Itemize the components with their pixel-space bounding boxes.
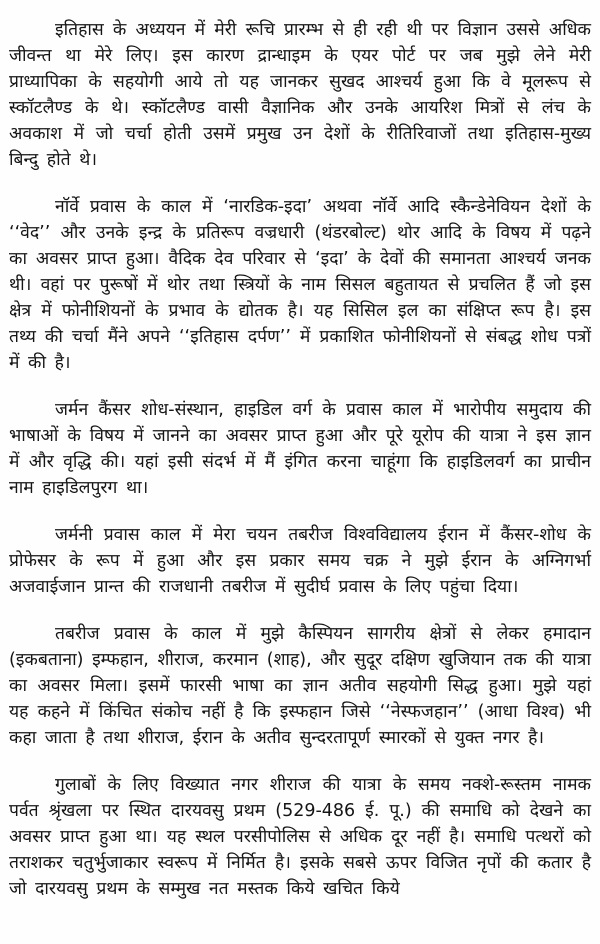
paragraph-4: जर्मनी प्रवास काल में मेरा चयन तबरीज विश्वविद्यालय ईरान में कैंसर-शोध के प्रोफेसर के रूप में हुआ और इस प्रकार समय चक्र ने मुझे ईरान के अग्निगर्भा अजवाईजान प्रान्त की राजधानी तबरीज में सुदीर्घ प्रवास के लिए पहुंचा दिया। [9, 525, 591, 597]
paragraph-3: जर्मन कैंसर शोध-संस्थान, हाइडिल वर्ग के प्रवास काल में भारोपीय समुदाय की भाषाओं के विषय में जानने का अवसर प्राप्त हुआ और पूरे यूरोप की यात्रा ने इस ज्ञान में और वृद्धि की। यहां इसी संदर्भ में मैं इंगित करना चाहूंगा कि हाइडिलवर्ग का प्राचीन नाम हाइडिलपुरग था। [9, 400, 591, 498]
paragraph-1: इतिहास के अध्ययन में मेरी रूचि प्रारम्भ से ही रही थी पर विज्ञान उससे अधिक जीवन्त था मेरे लिए। इस कारण द्रान्धाइम के एयर पोर्ट पर जब मुझे लेने मेरी प्राध्यापिका के सहयोगी आये तो यह जानकर सुखद आश्चर्य हुआ कि वे मूलरूप से स्कॉटलैण्ड के थे। स्कॉटलैण्ड वासी वैज्ञानिक और उनके आयरिश मित्रों से लंच के अवकाश में जो चर्चा होती उसमें प्रमुख उन देशों के रीतिरिवाजों तथा इतिहास-मुख्य बिन्दु होते थे। [9, 20, 591, 170]
paragraph-5: तबरीज प्रवास के काल में मुझे कैस्पियन सागरीय क्षेत्रों से लेकर हमादान (इकबताना) इम्फहान, शीराज, करमान (शाह), और सुदूर दक्षिण खुजियान तक की यात्रा का अवसर मिला। इसमें फारसी भाषा का ज्ञान अतीव सहयोगी सिद्ध हुआ। मुझे यहां यह कहने में किंचित संकोच नहीं है कि इस्फहान जिसे ‘‘नेस्फजहान’’ (आधा विश्व) भी कहा जाता है तथा शीराज, ईरान के अतीव सुन्दरतापूर्ण स्मारकों से युक्त नगर है। [9, 624, 591, 748]
paragraph-2: नॉर्वे प्रवास के काल में ‘नारडिक-इदा’ अथवा नॉर्वे आदि स्कैन्डेनेवियन देशों के ‘‘वेद’’ और उनके इन्द्र के प्रतिरूप वज्रधारी (थंडरबोल्ट) थोर आदि के विषय में पढ़ने का अवसर प्राप्त हुआ। वैदिक देव परिवार से ‘इदा’ के देवों की समानता आश्चर्य जनक थी। वहां पर पुरूषों में थोर तथा स्त्रियों के नाम सिसल बहुतायत से प्रचलित हैं जो इस क्षेत्र में फोनीशियनों के प्रभाव के द्योतक है। यह सिसिल इल का संक्षिप्त रूप है। इस तथ्य की चर्चा मैंने अपने ‘‘इतिहास दर्पण’’ में प्रकाशित फोनीशियनों से संबद्ध शोध पत्रों में की है। [9, 197, 591, 373]
paragraph-6: गुलाबों के लिए विख्यात नगर शीराज की यात्रा के समय नक्शे-रूस्तम नामक पर्वत श्रृंखला पर स्थित दारयवसु प्रथम (529-486 ई. पू.) की समाधि को देखने का अवसर प्राप्त हुआ था। यह स्थल परसीपोलिस से अधिक दूर नहीं है। समाधि पत्थरों को तराशकर चतुर्भुजाकार स्वरूप में निर्मित है। इसके सबसे ऊपर विजित नृपों की कतार है जो दारयवसु प्रथम के सम्मुख नत मस्तक किये खचित किये [9, 775, 591, 899]
